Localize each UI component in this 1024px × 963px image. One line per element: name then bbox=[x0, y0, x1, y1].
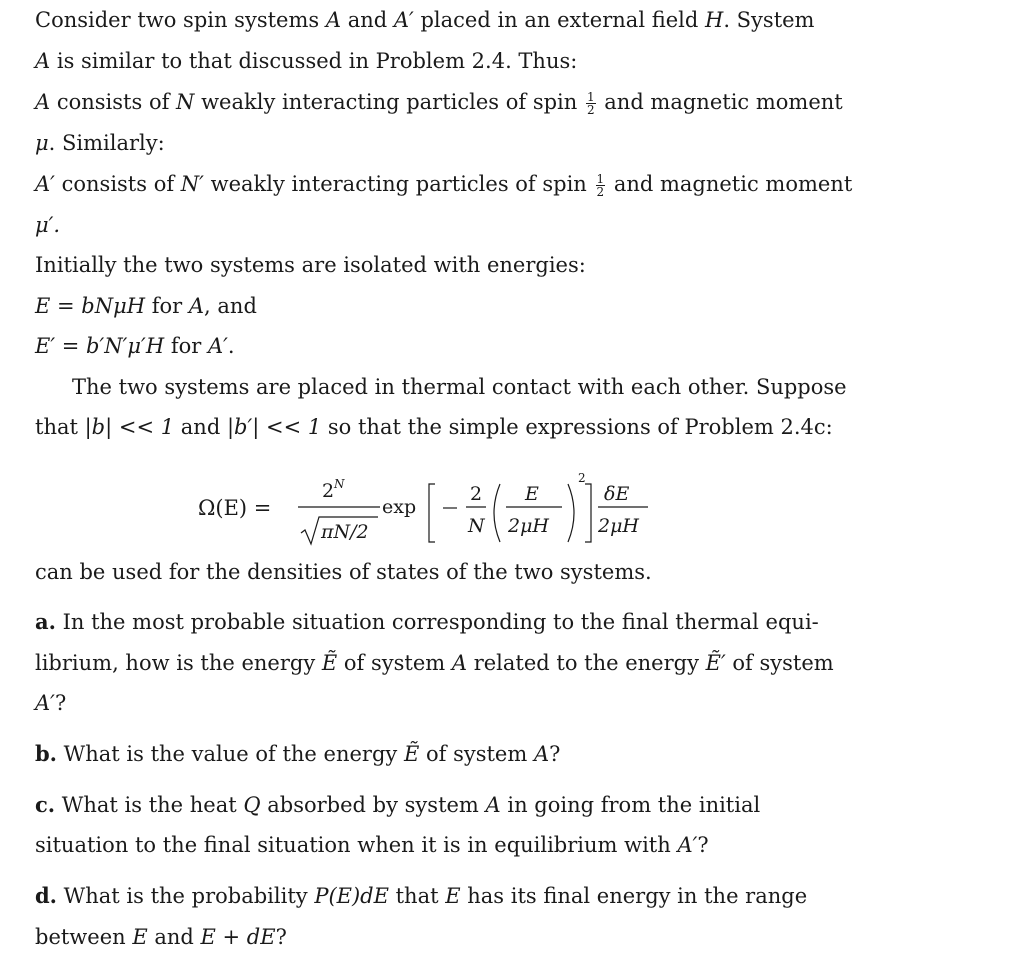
eq-lhs: Ω(E) = bbox=[198, 496, 272, 520]
intro-line-4: μ. Similarly: bbox=[35, 131, 165, 155]
right-bracket bbox=[585, 484, 591, 542]
question-d-line-2: between E and E + dE? bbox=[35, 925, 287, 949]
left-paren bbox=[494, 484, 500, 542]
eq-dE: δE bbox=[604, 483, 630, 505]
eq-exp: exp bbox=[382, 496, 417, 518]
question-b-label: b. bbox=[35, 741, 57, 766]
question-a-line-1: a. In the most probable situation corresponding to the final thermal equi- bbox=[35, 609, 819, 634]
energy-A-prime: E′ = b′N′μ′H for A′. bbox=[35, 334, 235, 358]
question-c-line-1: c. What is the heat Q absorbed by system A in going from the initial bbox=[35, 792, 761, 817]
eq-den3: 2μH bbox=[598, 515, 640, 537]
intro-line-3: A consists of N weakly interacting particles of spin $\frac{1}{2}$ and magnetic moment bbox=[35, 90, 843, 117]
right-paren bbox=[568, 484, 574, 542]
question-a-line-3: A′? bbox=[35, 691, 67, 715]
eq-two: 2 bbox=[470, 483, 483, 505]
energy-A: E = bNμH for A, and bbox=[35, 294, 257, 318]
question-c-line-2: situation to the final situation when it is in equilibrium with A′? bbox=[35, 833, 709, 857]
left-bracket bbox=[429, 484, 435, 542]
intro-line-7: Initially the two systems are isolated with energies: bbox=[35, 253, 586, 277]
question-c-label: c. bbox=[35, 792, 56, 817]
intro-line-11: that |b| << 1 and |b′| << 1 so that the simple expressions of Problem 2.4c: bbox=[35, 415, 833, 439]
intro-line-1: Consider two spin systems A and A′ placed in an external field H. System bbox=[35, 8, 815, 32]
eq-den2: 2μH bbox=[508, 515, 550, 537]
question-b-line-1: b. What is the value of the energy Ẽ of system A? bbox=[35, 741, 561, 766]
density-of-states-equation bbox=[198, 470, 718, 552]
eq-num-exp: N bbox=[334, 477, 345, 491]
question-a-label: a. bbox=[35, 609, 56, 634]
eq-num: 2 bbox=[322, 480, 335, 502]
eq-den-inner: πN/2 bbox=[321, 521, 369, 543]
half-fraction: $\frac{1}{2}$ bbox=[586, 90, 595, 117]
eq-E: E bbox=[525, 483, 539, 505]
question-a-line-2: librium, how is the energy Ẽ of system A related to the energy Ẽ′ of system bbox=[35, 651, 834, 675]
intro-line-10: The two systems are placed in thermal contact with each other. Suppose bbox=[72, 375, 847, 399]
question-d-line-1: d. What is the probability P(E)dE that E has its final energy in the range bbox=[35, 883, 808, 908]
intro-line-12: can be used for the densities of states of the two systems. bbox=[35, 560, 652, 584]
half-fraction: $\frac{1}{2}$ bbox=[596, 172, 605, 199]
question-d-label: d. bbox=[35, 883, 57, 908]
intro-line-5: A′ consists of N′ weakly interacting particles of spin $\frac{1}{2}$ and magnetic moment bbox=[35, 172, 853, 199]
eq-N: N bbox=[468, 515, 485, 537]
intro-line-2: A is similar to that discussed in Problem 2.4. Thus: bbox=[35, 49, 578, 73]
intro-line-6: μ′. bbox=[35, 213, 61, 237]
eq-square: 2 bbox=[578, 471, 586, 485]
